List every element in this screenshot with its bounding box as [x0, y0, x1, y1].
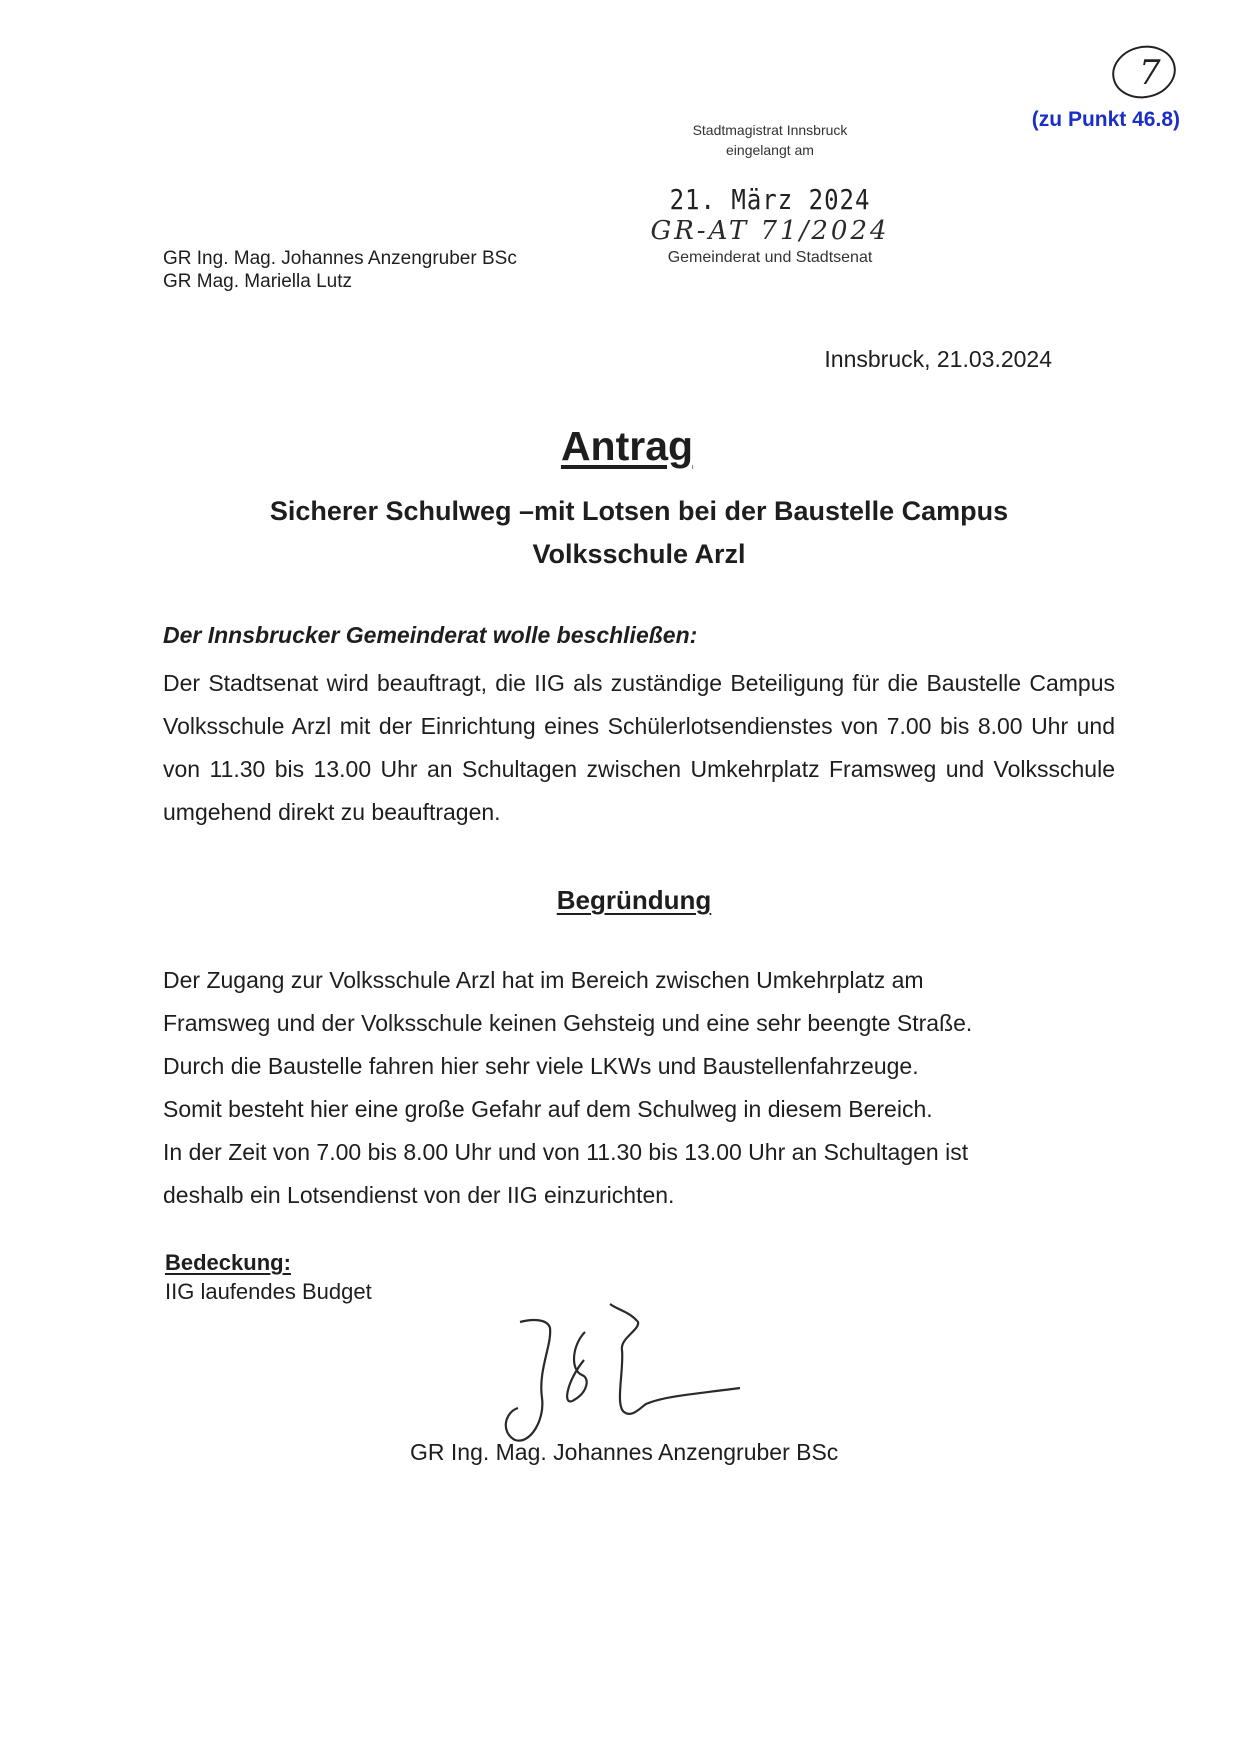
motion-text: Der Stadtsenat wird beauftragt, die IIG als zuständige Beteiligung für die Baustelle Campus Volksschule Arzl mit der Einrichtung eines Schülerlotsendienstes von 7.00 bis 8.00 Uhr und von 11.30 bis 13.00 Uhr an Schultagen zwischen Umkehrplatz Framsweg und Volksschule umgehend direkt zu beauftragen.: [163, 670, 1115, 825]
reasoning-line: Framsweg und der Volksschule keinen Gehsteig und eine sehr beengte Straße.: [163, 1010, 973, 1036]
place-date: Innsbruck, 21.03.2024: [824, 346, 1052, 372]
page-number: 7: [1139, 53, 1161, 93]
reasoning-line: Der Zugang zur Volksschule Arzl hat im Bereich zwischen Umkehrplatz am: [163, 967, 924, 993]
coverage-text: IIG laufendes Budget: [165, 1279, 372, 1304]
document-subtitle: [163, 490, 1115, 576]
coverage-heading: Bedeckung:: [165, 1250, 291, 1275]
stamp-date: 21. März 2024: [669, 183, 871, 217]
stamp-office: Stadtmagistrat Innsbruck: [692, 122, 848, 138]
reasoning-heading: Begründung: [556, 885, 712, 915]
reasoning-line: In der Zeit von 7.00 bis 8.00 Uhr und von 11.30 bis 13.00 Uhr an Schultagen ist: [163, 1139, 969, 1165]
agenda-reference: (zu Punkt 46.8): [1031, 108, 1180, 131]
reasoning-line: deshalb ein Lotsendienst von der IIG einzurichten.: [163, 1182, 675, 1208]
stamp-received-label: eingelangt am: [726, 142, 814, 158]
stamp-handwritten-reference: GR-AT 71/2024: [650, 216, 890, 246]
subtitle-line: Volksschule Arzl: [532, 539, 746, 569]
author-1: GR Ing. Mag. Johannes Anzengruber BSc: [163, 248, 517, 269]
page-number-mark: [1108, 40, 1182, 102]
author-2: GR Mag. Mariella Lutz: [163, 271, 353, 292]
subtitle-line: Sicherer Schulweg –mit Lotsen bei der Baustelle Campus: [269, 496, 1009, 526]
reasoning-line: Durch die Baustelle fahren hier sehr viele LKWs und Baustellenfahrzeuge.: [163, 1053, 919, 1079]
stamp-department: Gemeinderat und Stadtsenat: [667, 249, 873, 266]
signer-name: GR Ing. Mag. Johannes Anzengruber BSc: [410, 1439, 839, 1465]
document-title: Antrag: [560, 423, 694, 469]
page-number-circle-icon: [1108, 40, 1182, 102]
reasoning-line: Somit besteht hier eine große Gefahr auf dem Schulweg in diesem Bereich.: [163, 1096, 933, 1122]
motion-intro: Der Innsbrucker Gemeinderat wolle beschließen:: [163, 622, 698, 648]
